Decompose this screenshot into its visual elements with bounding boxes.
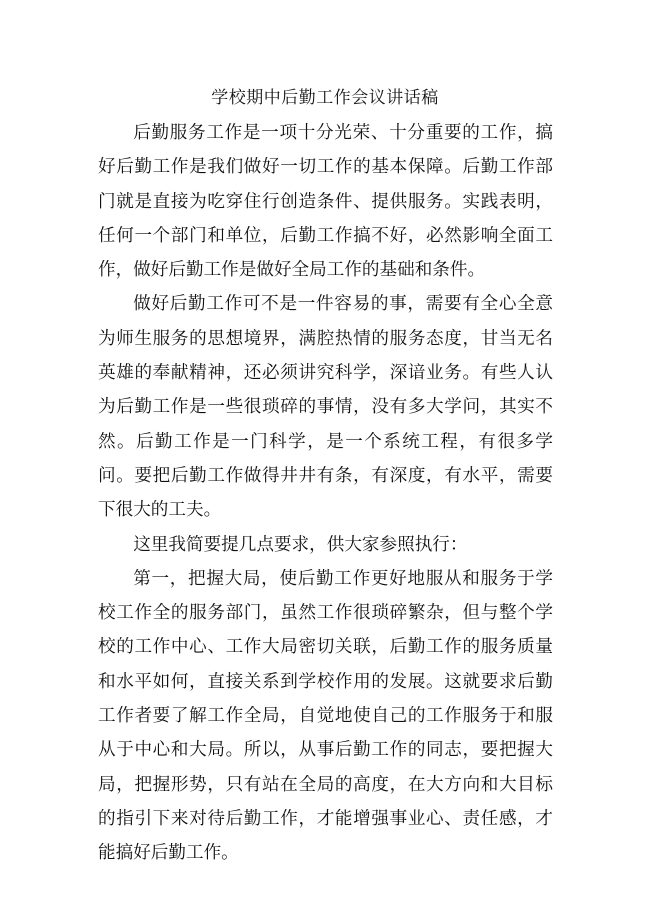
paragraph-2: 做好后勤工作可不是一件容易的事，需要有全心全意为师生服务的思想境界，满腔热情的服务态度，甘当无名英雄的奉献精神，还必须讲究科学，深谙业务。有些人认为后勤工作是一些很琐碎的事情，没有多大学问，其实不然。后勤工作是一门科学，是一个系统工程，有很多学问。要把后勤工作做得井井有条，有深度，有水平，需要下很大的工夫。 [98,294,553,521]
document-title: 学校期中后勤工作会议讲话稿 [211,88,439,108]
paragraph-3: 这里我简要提几点要求，供大家参照执行： [133,534,468,555]
paragraph-4: 第一，把握大局，使后勤工作更好地服从和服务于学校工作全的服务部门，虽然工作很琐碎繁杂，但与整个学校的工作中心、工作大局密切关联，后勤工作的服务质量和水平如何，直接关系到学校作用的发展。这就要求后勤工作者要了解工作全局，自觉地使自己的工作服务于和服从于中心和大局。所以，从事后勤工作的同志，要把握大局，把握形势，只有站在全局的高度，在大方向和大目标的指引下来对待后勤工作，才能增强事业心、责任感，才能搞好后勤工作。 [98,568,553,864]
paragraph-1: 后勤服务工作是一项十分光荣、十分重要的工作，搞好后勤工作是我们做好一切工作的基本保障。后勤工作部门就是直接为吃穿住行创造条件、提供服务。实践表明，任何一个部门和单位，后勤工作搞不好，必然影响全面工作，做好后勤工作是做好全局工作的基础和条件。 [98,123,553,281]
document-body [98,116,553,871]
